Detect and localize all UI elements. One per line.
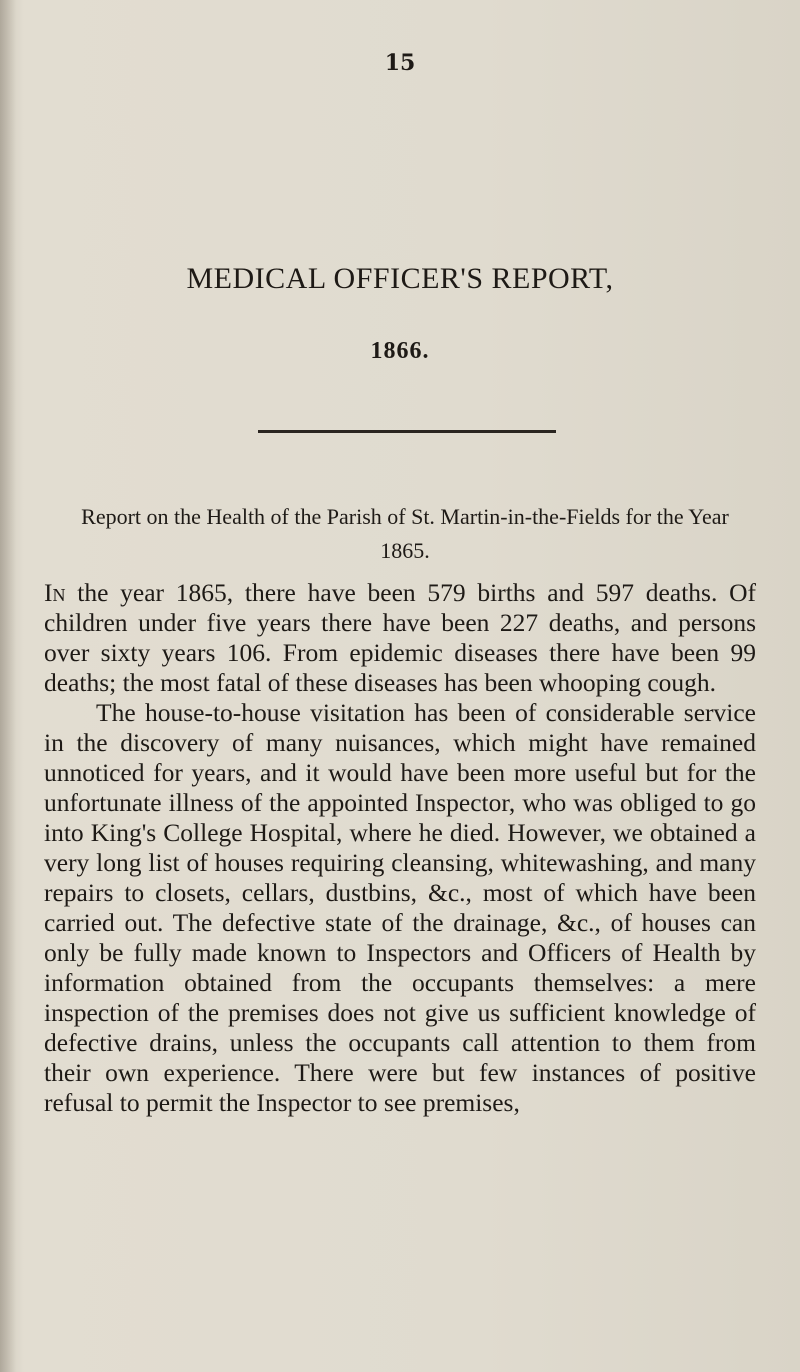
paragraph-lead-word: In	[44, 578, 66, 607]
report-year: 1866.	[370, 338, 430, 364]
page-number: 15	[384, 50, 416, 76]
report-subtitle: Report on the Health of the Parish of St. Martin-in-the-Fields for the Year 1865.	[81, 504, 729, 563]
divider-rule	[258, 430, 556, 433]
paragraph-1	[44, 578, 756, 698]
report-title: MEDICAL OFFICER'S REPORT,	[186, 262, 614, 295]
paragraph-text: the year 1865, there have been 579 births and 597 deaths. Of children under five years there have been 227 deaths, and persons over sixty years 106. From epidemic diseases there have been 99 deaths; the most fatal of these diseases has been whooping cough.	[44, 578, 756, 697]
report-body	[44, 578, 756, 1118]
paragraph-text: The house-to-house visitation has been of considerable service in the discovery of many nuisances, which might have remained unnoticed for years, and it would have been more useful but for the unfortunate illness of the appointed Inspector, who was obliged to go into King's College Hospital, where he died. However, we obtained a very long list of houses requiring cleansing, whitewashing, and many repairs to closets, cellars, dustbins, &c., most of which have been carried out. The defective state of the drainage, &c., of houses can only be fully made known to Inspectors and Officers of Health by information obtained from the occupants themselves: a mere inspection of the premises does not give us sufficient knowledge of defective drains, unless the occupants call attention to them from their own experience. There were but few instances of positive refusal to permit the Inspector to see premises,	[44, 698, 756, 1117]
paragraph-2	[44, 698, 756, 1118]
page-edge-shadow	[0, 0, 16, 1372]
